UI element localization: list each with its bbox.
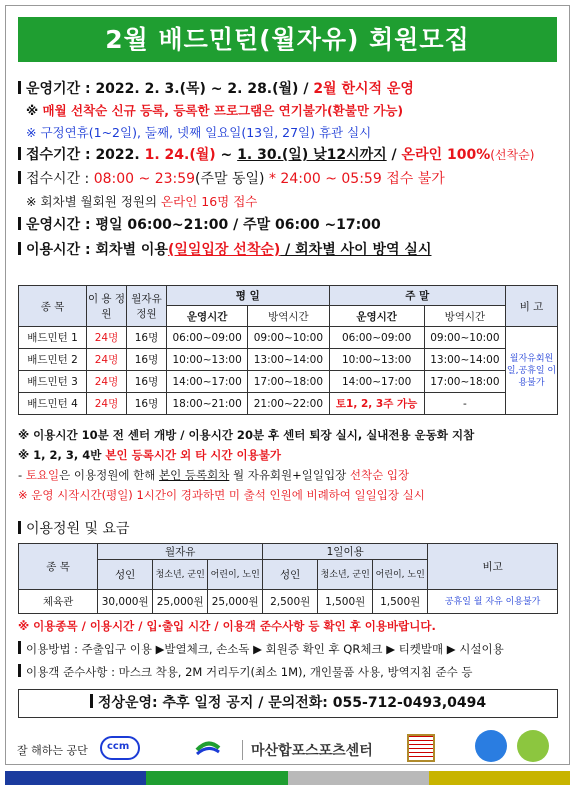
col-capacity: 이 용 정 원 [87,286,127,327]
col-weekday: 평 일 [167,286,330,306]
bullet-bar [90,694,93,708]
remark-cell: 월자유회원 일,공휴일 이용불가 [506,327,558,415]
bullet-bar [18,521,21,534]
bullet-bar [18,81,21,94]
col-we-op: 운영시간 [329,306,424,327]
usage-hours: 이용시간 : 회차별 이용(일일입장 선착순) / 회차별 사이 방역 실시 [18,241,431,259]
note-online-quota: ※ 회차별 월회원 정원의 온라인 16명 접수 [26,194,258,209]
table-row: 체육관 30,000원 25,000원 25,000원 2,500원 1,500원 1,500원 공휴일 월 자유 이용불가 [19,590,558,614]
operating-hours: 운영시간 : 평일 06:00~21:00 / 주말 06:00 ~17:00 [18,216,381,234]
bullet-bar [18,217,21,230]
col-wd-op: 운영시간 [167,306,248,327]
bullet-bar [18,147,21,160]
mascot-green-icon [517,730,549,762]
visitor-rules: 이용객 준수사항 : 마스크 착용, 2M 거리두기(최소 1M), 개인물품 사용, 방역지침 준수 등 [18,663,473,681]
footer [5,722,570,765]
bullet-bar [18,171,21,184]
slogan-logo: 잘 해하는 공단 [17,744,88,757]
fee-heading: 이용정원 및 요금 [18,520,130,538]
color-stripe [5,771,570,785]
col-we-clean: 방역시간 [424,306,505,327]
table-row: 배드민턴 2 24명 16명 10:00~13:00 13:00~14:00 10:00~13:00 13:00~14:00 [19,349,558,371]
fee-col-monthly: 월자유 [98,544,263,560]
note-entry-time: ※ 이용시간 10분 전 센터 개방 / 이용시간 20분 후 센터 퇴장 실시, 실내전용 운동화 지참 [18,428,475,442]
note-register: ※ 매월 선착순 신규 등록, 등록한 프로그램은 연기불가(환불만 가능) [26,103,404,118]
bullet-bar [18,664,21,677]
bullet-bar [18,641,21,654]
stamp-icon [407,734,435,762]
table-row: 배드민턴 1 24명 16명 06:00~09:00 09:00~10:00 06:00~09:00 09:00~10:00 월자유회원 일,공휴일 이용불가 [19,327,558,349]
col-item: 종 목 [19,286,87,327]
fee-col-daily: 1일이용 [263,544,428,560]
receive-time-line: 접수시간 : 08:00 ~ 23:59(주말 동일) * 24:00 ~ 05:59 접수 불가 [18,170,445,188]
page-title: 2월 배드민턴(월자유) 회원모집 [18,17,557,62]
note-confirm: ※ 이용종목 / 이용시간 / 입·출입 시간 / 이용객 준수사항 등 확인 후 이용바랍니다. [18,619,436,633]
ccm-logo: ccm [100,736,140,760]
table-row: 배드민턴 4 24명 16명 18:00~21:00 21:00~22:00 토1, 2, 3주 가능 - [19,393,558,415]
table-row: 배드민턴 3 24명 16명 14:00~17:00 17:00~18:00 14:00~17:00 17:00~18:00 [19,371,558,393]
col-weekend: 주 말 [329,286,506,306]
note-other-time: ※ 1, 2, 3, 4반 본인 등록시간 외 타 시간 이용불가 [18,448,281,462]
reception-line: 접수기간 : 2022. 1. 24.(월) ~ 1. 30.(일) 낮12시까지 / 온라인 100%(선착순) [18,146,534,164]
usage-method: 이용방법 : 주출입구 이용 ▶발열체크, 손소독 ▶ 회원증 확인 후 QR체크 ▶ 티켓발매 ▶ 시설이용 [18,640,504,658]
col-free: 월자유 정원 [127,286,167,327]
fee-col-item: 종 목 [19,544,98,590]
fee-table: 종 목 월자유 1일이용 비고 성인 청소년, 군인 어린이, 노인 성인 청소년, 군인 어린이, 노인 체육관 30,000원 25,000원 25,000원 2,500원 1,500원 1,500원 공휴일 월 자유 이용불가 [18,543,558,614]
fee-col-remark: 비고 [428,544,558,590]
bullet-bar [18,242,21,255]
note-saturday: - 토요일은 이용정원에 한해 본인 등록회차 월 자유회원+일일입장 선착순 입장 [18,468,410,482]
col-remark: 비 고 [506,286,558,327]
schedule-table [18,285,558,415]
mascot-blue-icon [475,730,507,762]
note-daily-entry: ※ 운영 시작시간(평일) 1시간이 경과하면 미 출석 인원에 비례하여 일일입장 실시 [18,488,425,502]
col-wd-clean: 방역시간 [248,306,329,327]
period-line: 운영기간 : 2022. 2. 3.(목) ~ 2. 28.(월) / 2월 한시적 운영 [18,80,414,98]
city-logo-icon [195,736,221,760]
note-holiday: ※ 구정연휴(1~2일), 둘째, 넷째 일요일(13일, 27일) 휴관 실시 [26,125,372,140]
center-logo: 마산합포스포츠센터 [242,740,373,760]
contact-box: 정상운영: 추후 일정 공지 / 문의전화: 055-712-0493,0494 [18,689,558,718]
